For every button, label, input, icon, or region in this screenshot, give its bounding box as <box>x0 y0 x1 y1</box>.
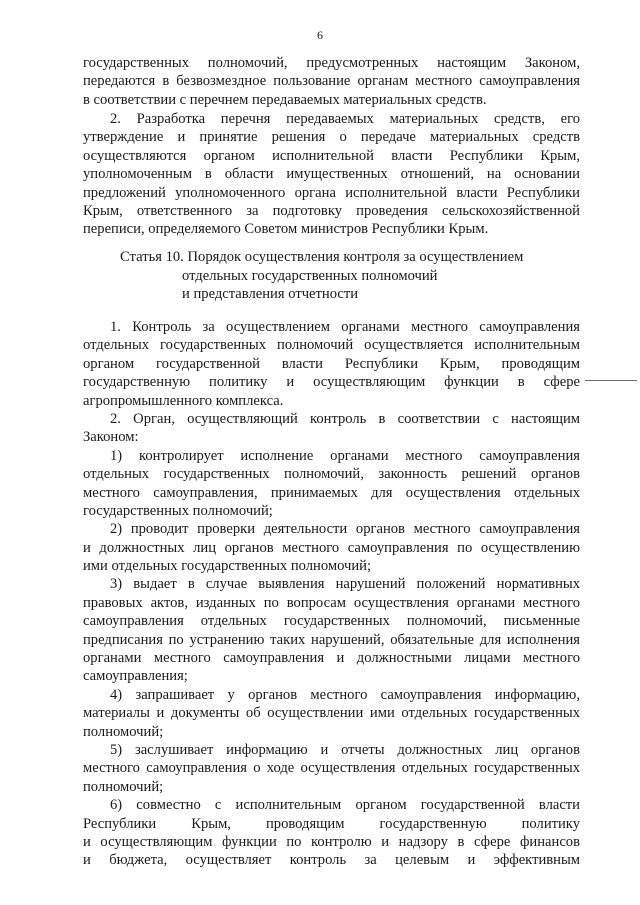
text-line: материалы и документы об осуществлении ими отдельных государственных <box>83 705 580 722</box>
text-line: в соответствии с перечнем передаваемых материальных средств. <box>83 91 487 108</box>
text-line: государственных полномочий; <box>83 502 273 519</box>
page-number: 6 <box>317 28 323 42</box>
text-line: 3) выдает в случае выявления нарушений положений нормативных <box>110 576 580 593</box>
text-line: 1) контролирует исполнение органами местного самоуправления <box>110 447 580 464</box>
text-line: и бюджета, осуществляет контроль за целевым и эффективным <box>83 852 580 869</box>
text-line: 4) запрашивает у органов местного самоуправления информацию, <box>110 686 580 703</box>
text-line: 2. Орган, осуществляющий контроль в соответствии с настоящим <box>110 410 580 427</box>
text-line: ими отдельных государственных полномочий; <box>83 558 372 575</box>
text-line: правовых актов, изданных по вопросам осуществления органами местного <box>83 594 580 611</box>
text-line: государственных полномочий, предусмотренных настоящим Законом, <box>83 55 580 71</box>
text-line: полномочий; <box>83 723 164 740</box>
text-line: предложений уполномоченного органа исполнительной власти Республики <box>83 184 580 201</box>
text-line: отдельных государственных полномочий осуществляется исполнительным <box>83 337 580 354</box>
text-line: отдельных государственных полномочий, законность решений органов <box>83 466 580 483</box>
text-line: утверждение и принятие решения о передаче материальных средств <box>83 129 580 146</box>
text-line: предписания по устранению таких нарушений, обязательные для исполнения <box>83 631 580 648</box>
text-line: осуществляются органом исполнительной власти Республики Крым, <box>83 147 580 164</box>
text-line: самоуправления отдельных государственных полномочий, письменные <box>83 613 580 630</box>
text-line: органами местного самоуправления и должностными лицами местного <box>83 650 580 667</box>
text-line: 2) проводит проверки деятельности органов местного самоуправления <box>110 521 580 538</box>
heading-line: и представления отчетности <box>182 286 359 303</box>
heading-line: отдельных государственных полномочий <box>182 267 438 284</box>
text-line: агропромышленного комплекса. <box>83 392 284 409</box>
text-line: и осуществляющим функции по контролю и надзору в сфере финансов <box>83 833 580 850</box>
text-line: переписи, определяемого Советом министров Республики Крым. <box>83 221 489 238</box>
text-line: 2. Разработка перечня передаваемых материальных средств, его <box>110 111 580 127</box>
text-line: 5) заслушивает информацию и отчеты должностных лиц органов <box>110 741 580 758</box>
heading-line: Статья 10. Порядок осуществления контроля за осуществлением <box>120 249 524 265</box>
text-line: Республики Крым, проводящим государственную политику <box>83 815 580 832</box>
intro-paragraph <box>83 54 580 109</box>
text-line: органом государственной власти Республики Крым, проводящим <box>83 355 580 372</box>
text-line: местного самоуправления о ходе осуществления отдельных государственных <box>83 760 580 777</box>
text-line: самоуправления; <box>83 668 188 685</box>
article-heading <box>120 248 580 304</box>
article-body <box>83 318 580 870</box>
text-line: уполномоченным в области имущественных отношений, на основании <box>83 166 580 183</box>
text-line: и должностных лиц органов местного самоуправления по осуществлению <box>83 539 580 556</box>
text-line: местного самоуправления, принимаемых для осуществления отдельных <box>83 484 580 501</box>
margin-pen-mark <box>585 380 637 381</box>
text-line: Крым, ответственного за подготовку проведения сельскохозяйственной <box>83 202 580 219</box>
text-line: государственную политику и осуществляющим функции в сфере <box>83 374 580 391</box>
paragraph-2 <box>83 110 580 239</box>
text-line: полномочий; <box>83 778 164 795</box>
text-line: Законом: <box>83 429 139 446</box>
text-line: передаются в безвозмездное пользование органам местного самоуправления <box>83 73 580 90</box>
text-line: 1. Контроль за осуществлением органами местного самоуправления <box>110 319 580 335</box>
text-line: 6) совместно с исполнительным органом государственной власти <box>110 797 580 814</box>
